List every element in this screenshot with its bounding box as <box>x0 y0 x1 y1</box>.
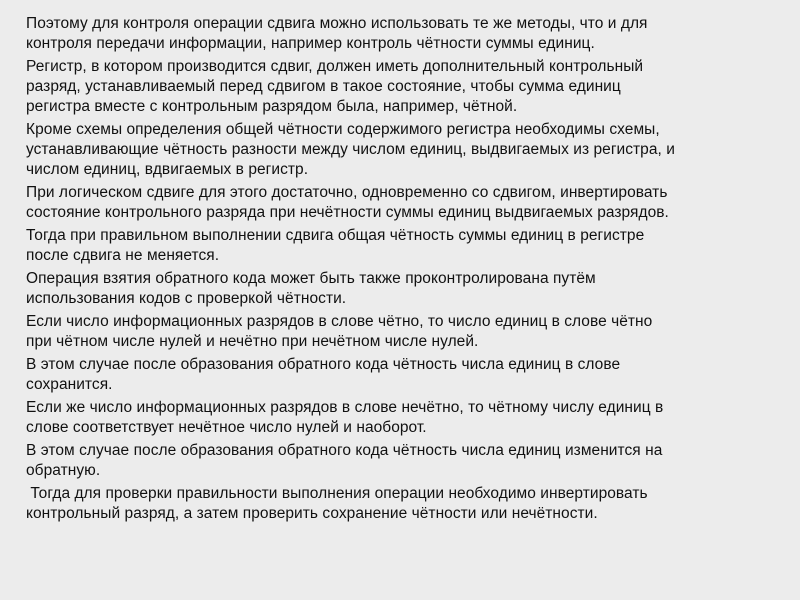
paragraph: Операция взятия обратного кода может быть также проконтролирована путём использования кодов с проверкой чётности. <box>26 270 596 307</box>
paragraph: Тогда при правильном выполнении сдвига общая чётность суммы единиц в регистре после сдвига не меняется. <box>26 227 645 264</box>
text-body <box>26 14 786 527</box>
paragraph: В этом случае после образования обратного кода чётность числа единиц изменится на обратную. <box>26 442 663 479</box>
paragraph: В этом случае после образования обратного кода чётность числа единиц в слове сохранится. <box>26 356 621 393</box>
paragraph: Если число информационных разрядов в слове чётно, то число единиц в слове чётно при чётном числе нулей и нечётно при нечётном числе нулей. <box>26 313 653 350</box>
paragraph: Если же число информационных разрядов в слове нечётно, то чётному числу единиц в слове соответствует нечётное число нулей и наоборот. <box>26 399 664 436</box>
paragraph: Кроме схемы определения общей чётности содержимого регистра необходимы схемы, устанавливающие чётность разности между числом единиц, выдвигаемых из регистра, и числом единиц, вдвигаемых в регистр. <box>26 121 675 178</box>
paragraph: Поэтому для контроля операции сдвига можно использовать те же методы, что и для контроля передачи информации, например контроль чётности суммы единиц. <box>26 15 648 52</box>
paragraph: Тогда для проверки правильности выполнения операции необходимо инвертировать контрольный разряд, а затем проверить сохранение чётности или нечётности. <box>26 485 648 522</box>
paragraph: Регистр, в котором производится сдвиг, должен иметь дополнительный контрольный разряд, устанавливаемый перед сдвигом в такое состояние, чтобы сумма единиц регистра вместе с контрольным разрядом была, например, чётной. <box>26 58 644 115</box>
paragraph: При логическом сдвиге для этого достаточно, одновременно со сдвигом, инвертировать состояние контрольного разряда при нечётности суммы единиц выдвигаемых разрядов. <box>26 184 669 221</box>
